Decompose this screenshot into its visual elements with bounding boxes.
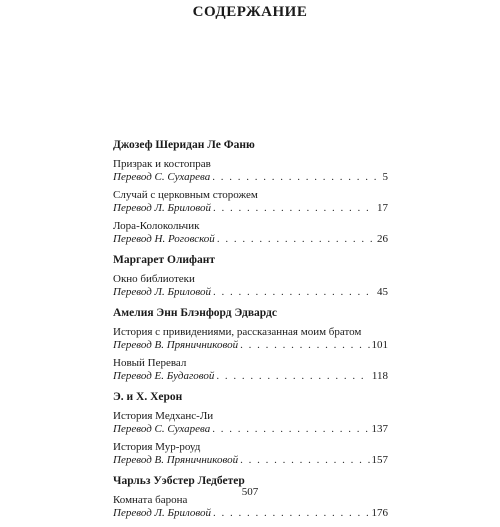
dot-leader bbox=[216, 370, 369, 383]
translator-line bbox=[113, 339, 388, 352]
story-title: Новый Перевал bbox=[113, 357, 187, 369]
dot-leader bbox=[212, 171, 380, 184]
story-title: Окно библиотеки bbox=[113, 273, 195, 285]
page-number: 17 bbox=[377, 202, 388, 214]
translator: Перевод Е. Будаговой bbox=[113, 370, 215, 382]
author-heading: Чарльз Уэбстер Ледбетер bbox=[113, 475, 245, 487]
dot-leader bbox=[213, 286, 375, 299]
page-number: 118 bbox=[371, 370, 388, 382]
translator-line bbox=[113, 233, 388, 246]
page-number: 5 bbox=[382, 171, 388, 183]
toc-section bbox=[113, 138, 388, 246]
toc-section bbox=[113, 390, 388, 467]
dot-leader bbox=[240, 454, 369, 467]
story-title: Призрак и костоправ bbox=[113, 158, 211, 170]
translator: Перевод В. Пряничниковой bbox=[113, 454, 239, 466]
dot-leader bbox=[213, 507, 369, 520]
story-title: Случай с церковным сторожем bbox=[113, 189, 258, 201]
dot-leader bbox=[212, 423, 369, 436]
translator: Перевод С. Сухарева bbox=[113, 171, 211, 183]
toc-entry[interactable] bbox=[113, 326, 388, 352]
toc-entry[interactable] bbox=[113, 357, 388, 383]
translator: Перевод С. Сухарева bbox=[113, 423, 211, 435]
page-number: 176 bbox=[371, 507, 388, 519]
author-heading: Э. и Х. Херон bbox=[113, 391, 183, 403]
page-number: 26 bbox=[377, 233, 388, 245]
translator-line bbox=[113, 423, 388, 436]
toc-entry[interactable] bbox=[113, 273, 388, 299]
page-number: 45 bbox=[377, 286, 388, 298]
dot-leader bbox=[213, 202, 375, 215]
translator-line bbox=[113, 370, 388, 383]
toc-entry[interactable] bbox=[113, 220, 388, 246]
toc-entry[interactable] bbox=[113, 441, 388, 467]
story-title: История с привидениями, рассказанная моим братом bbox=[113, 326, 362, 338]
author-heading: Маргарет Олифант bbox=[113, 254, 216, 266]
author-heading: Амелия Энн Блэнфорд Эдвардс bbox=[113, 307, 277, 319]
story-title: Комната барона bbox=[113, 494, 188, 506]
translator: Перевод В. Пряничниковой bbox=[113, 339, 239, 351]
page-number: 101 bbox=[371, 339, 388, 351]
page-number: 137 bbox=[371, 423, 388, 435]
translator: Перевод Л. Бриловой bbox=[113, 202, 212, 214]
translator-line bbox=[113, 202, 388, 215]
table-of-contents bbox=[113, 138, 388, 527]
translator-line bbox=[113, 171, 388, 184]
toc-section bbox=[113, 253, 388, 299]
page-folio: 507 bbox=[241, 486, 259, 498]
translator: Перевод Л. Бриловой bbox=[113, 286, 212, 298]
page-title: СОДЕРЖАНИЕ bbox=[192, 4, 308, 20]
dot-leader bbox=[217, 233, 375, 246]
translator-line bbox=[113, 507, 388, 520]
story-title: Лора-Колокольчик bbox=[113, 220, 200, 232]
dot-leader bbox=[240, 339, 369, 352]
toc-section bbox=[113, 306, 388, 383]
translator-line bbox=[113, 454, 388, 467]
translator-line bbox=[113, 286, 388, 299]
toc-entry[interactable] bbox=[113, 410, 388, 436]
toc-entry[interactable] bbox=[113, 158, 388, 184]
toc-entry[interactable] bbox=[113, 189, 388, 215]
translator: Перевод Л. Бриловой bbox=[113, 507, 212, 519]
story-title: История Медханс-Ли bbox=[113, 410, 214, 422]
translator: Перевод Н. Роговской bbox=[113, 233, 215, 245]
page-number: 157 bbox=[371, 454, 388, 466]
author-heading: Джозеф Шеридан Ле Фаню bbox=[113, 139, 255, 151]
story-title: История Мур-роуд bbox=[113, 441, 201, 453]
